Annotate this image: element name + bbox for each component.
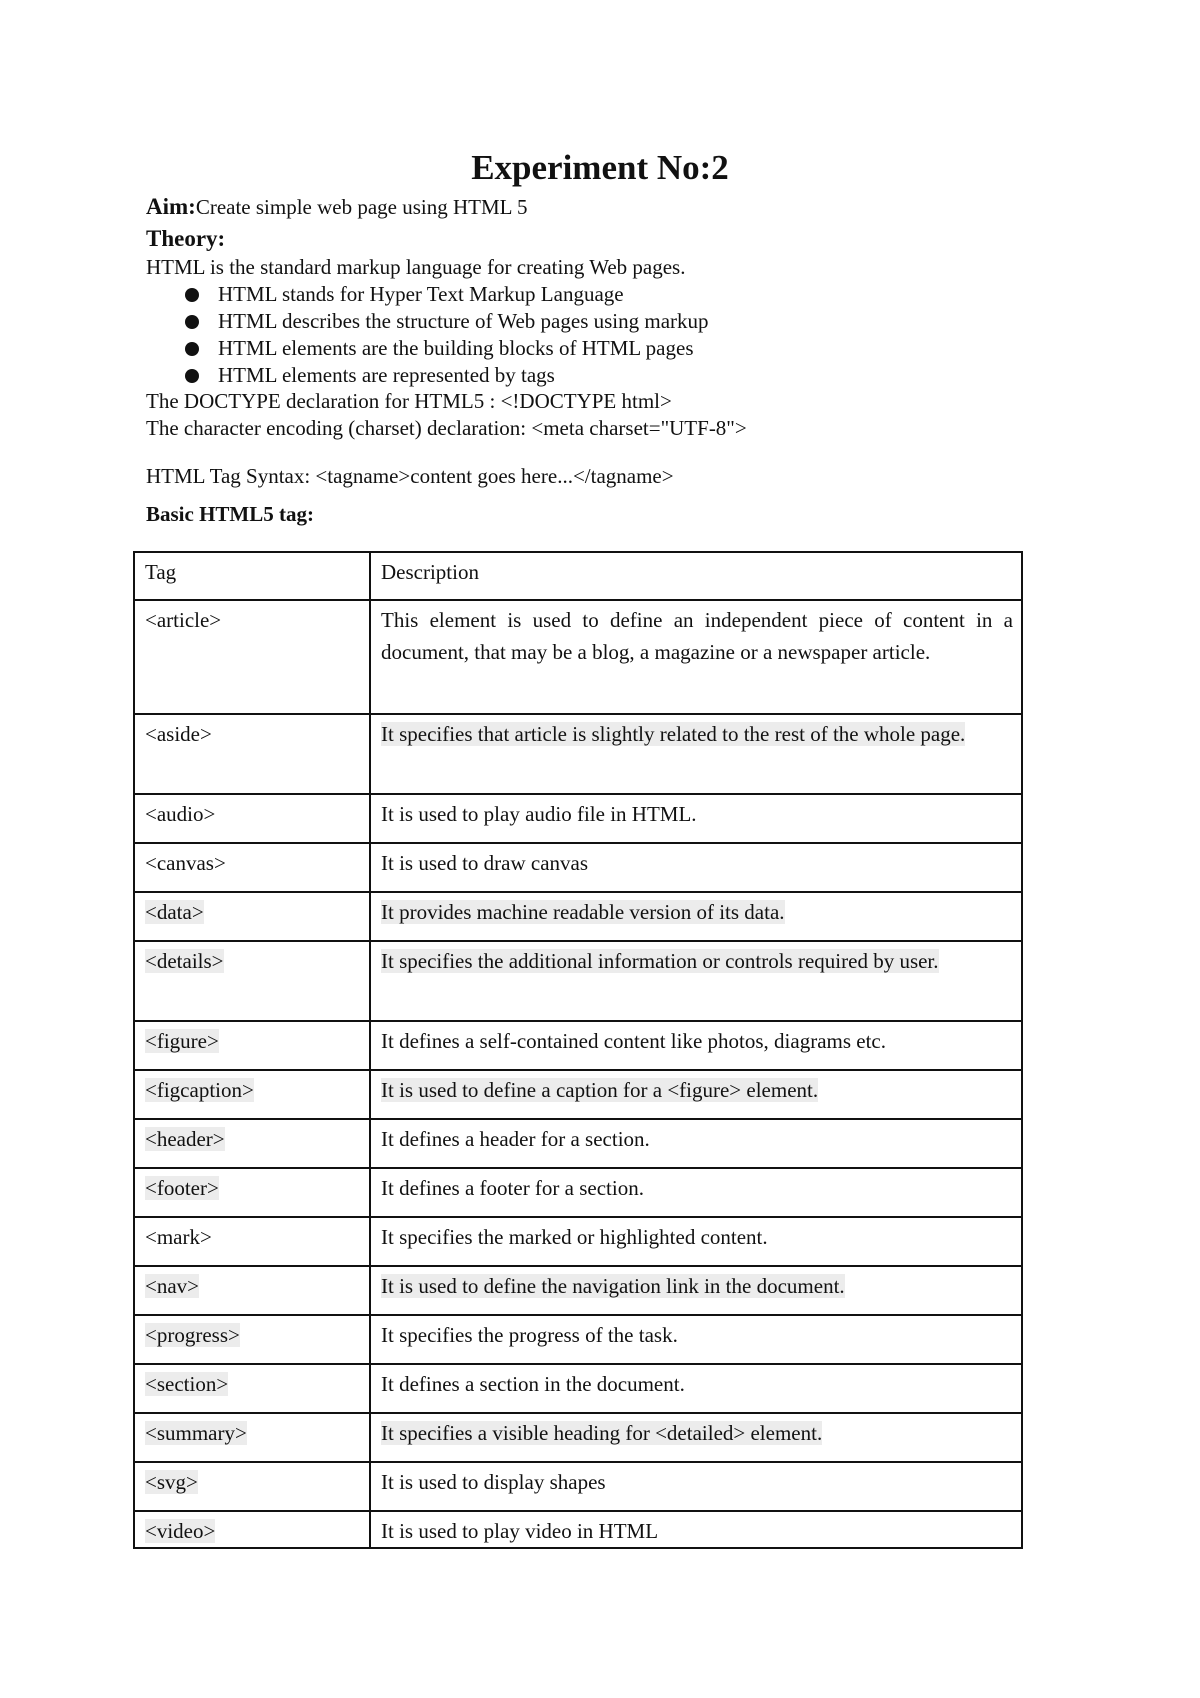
tag-text: <summary> (145, 1421, 247, 1445)
table-row (134, 1070, 1022, 1119)
tag-cell (134, 1266, 370, 1315)
bullet-icon (185, 288, 199, 302)
table-row (134, 1021, 1022, 1070)
bullet-item: HTML elements are the building blocks of HTML pages (218, 336, 694, 360)
table-row (134, 843, 1022, 892)
description-cell: It specifies the marked or highlighted content. (370, 1217, 1022, 1266)
tag-text: <nav> (145, 1274, 200, 1298)
bullet-item: HTML describes the structure of Web pages using markup (218, 309, 709, 333)
tag-cell (134, 1462, 370, 1511)
tag-cell: <mark> (134, 1217, 370, 1266)
tag-text: <figure> (145, 1029, 219, 1053)
table-row (134, 1413, 1022, 1462)
tag-cell (134, 1315, 370, 1364)
tag-cell (134, 941, 370, 1021)
description-text: It is used to define a caption for a <figure> element. (381, 1078, 819, 1102)
tag-text: <figcaption> (145, 1078, 254, 1102)
tag-cell (134, 1511, 370, 1548)
table-row (134, 600, 1022, 714)
description-cell (370, 892, 1022, 941)
bullet-icon (185, 315, 199, 329)
description-text: It is used to define the navigation link in the document. (381, 1274, 845, 1298)
description-text: It specifies that article is slightly related to the rest of the whole page. (381, 722, 966, 746)
description-cell: It defines a footer for a section. (370, 1168, 1022, 1217)
table-row (134, 794, 1022, 843)
description-text: It provides machine readable version of its data. (381, 900, 785, 924)
tag-cell (134, 1413, 370, 1462)
tag-text: <progress> (145, 1323, 240, 1347)
tag-text: <section> (145, 1372, 229, 1396)
tag-cell: <article> (134, 600, 370, 714)
tag-cell: <audio> (134, 794, 370, 843)
description-text: It specifies the additional information or controls required by user. (381, 949, 939, 973)
tag-text: <header> (145, 1127, 225, 1151)
description-cell: This element is used to define an independent piece of content in a document, that may be a blog, a magazine or a newspaper article. (370, 600, 1022, 714)
description-cell (370, 1413, 1022, 1462)
table-row (134, 1315, 1022, 1364)
tag-text: <footer> (145, 1176, 219, 1200)
theory-heading: Theory: (146, 226, 226, 251)
tag-text: <svg> (145, 1470, 198, 1494)
aim-text: Create simple web page using HTML 5 (195, 195, 528, 219)
description-cell: It defines a section in the document. (370, 1364, 1022, 1413)
description-cell: It specifies the progress of the task. (370, 1315, 1022, 1364)
table-row (134, 1168, 1022, 1217)
tag-cell (134, 892, 370, 941)
basic-tags-heading: Basic HTML5 tag: (146, 502, 314, 526)
html5-tags-table (133, 551, 1023, 1549)
aim-line (146, 194, 527, 220)
table-row (134, 941, 1022, 1021)
charset-line: The character encoding (charset) declaration: <meta charset="UTF-8"> (146, 416, 747, 440)
description-cell (370, 714, 1022, 794)
description-cell (370, 1070, 1022, 1119)
page-title: Experiment No:2 (471, 148, 729, 187)
description-text: It specifies a visible heading for <detailed> element. (381, 1421, 823, 1445)
table-row (134, 1462, 1022, 1511)
bullet-item: HTML stands for Hyper Text Markup Language (218, 282, 624, 306)
intro-text: HTML is the standard markup language for creating Web pages. (146, 255, 686, 279)
table-row (134, 892, 1022, 941)
aim-label: Aim: (146, 194, 196, 219)
tag-cell: <canvas> (134, 843, 370, 892)
description-cell (370, 941, 1022, 1021)
tag-text: <data> (145, 900, 204, 924)
description-cell: It is used to play video in HTML (370, 1511, 1022, 1548)
syntax-line: HTML Tag Syntax: <tagname>content goes here...</tagname> (146, 464, 674, 488)
table-row (134, 1119, 1022, 1168)
bullet-icon (185, 342, 199, 356)
table-header-row (134, 552, 1022, 600)
table-row (134, 1364, 1022, 1413)
tag-cell (134, 1119, 370, 1168)
description-cell: It is used to display shapes (370, 1462, 1022, 1511)
table-row (134, 1266, 1022, 1315)
description-cell: It defines a header for a section. (370, 1119, 1022, 1168)
description-cell: It is used to draw canvas (370, 843, 1022, 892)
bullet-item: HTML elements are represented by tags (218, 363, 555, 387)
description-cell: It defines a self-contained content like photos, diagrams etc. (370, 1021, 1022, 1070)
header-cell-tag: Tag (134, 552, 370, 600)
header-cell-description: Description (370, 552, 1022, 600)
tag-text: <video> (145, 1519, 216, 1543)
table-row (134, 714, 1022, 794)
description-cell (370, 1266, 1022, 1315)
tag-text: <details> (145, 949, 224, 973)
description-cell: It is used to play audio file in HTML. (370, 794, 1022, 843)
tag-cell (134, 1168, 370, 1217)
bullet-icon (185, 369, 199, 383)
table-row (134, 1511, 1022, 1548)
tag-cell (134, 1070, 370, 1119)
table-row (134, 1217, 1022, 1266)
doctype-line: The DOCTYPE declaration for HTML5 : <!DOCTYPE html> (146, 389, 672, 413)
tag-cell (134, 1021, 370, 1070)
tag-cell (134, 714, 370, 794)
tag-cell (134, 1364, 370, 1413)
tag-text: <aside> (145, 722, 212, 746)
